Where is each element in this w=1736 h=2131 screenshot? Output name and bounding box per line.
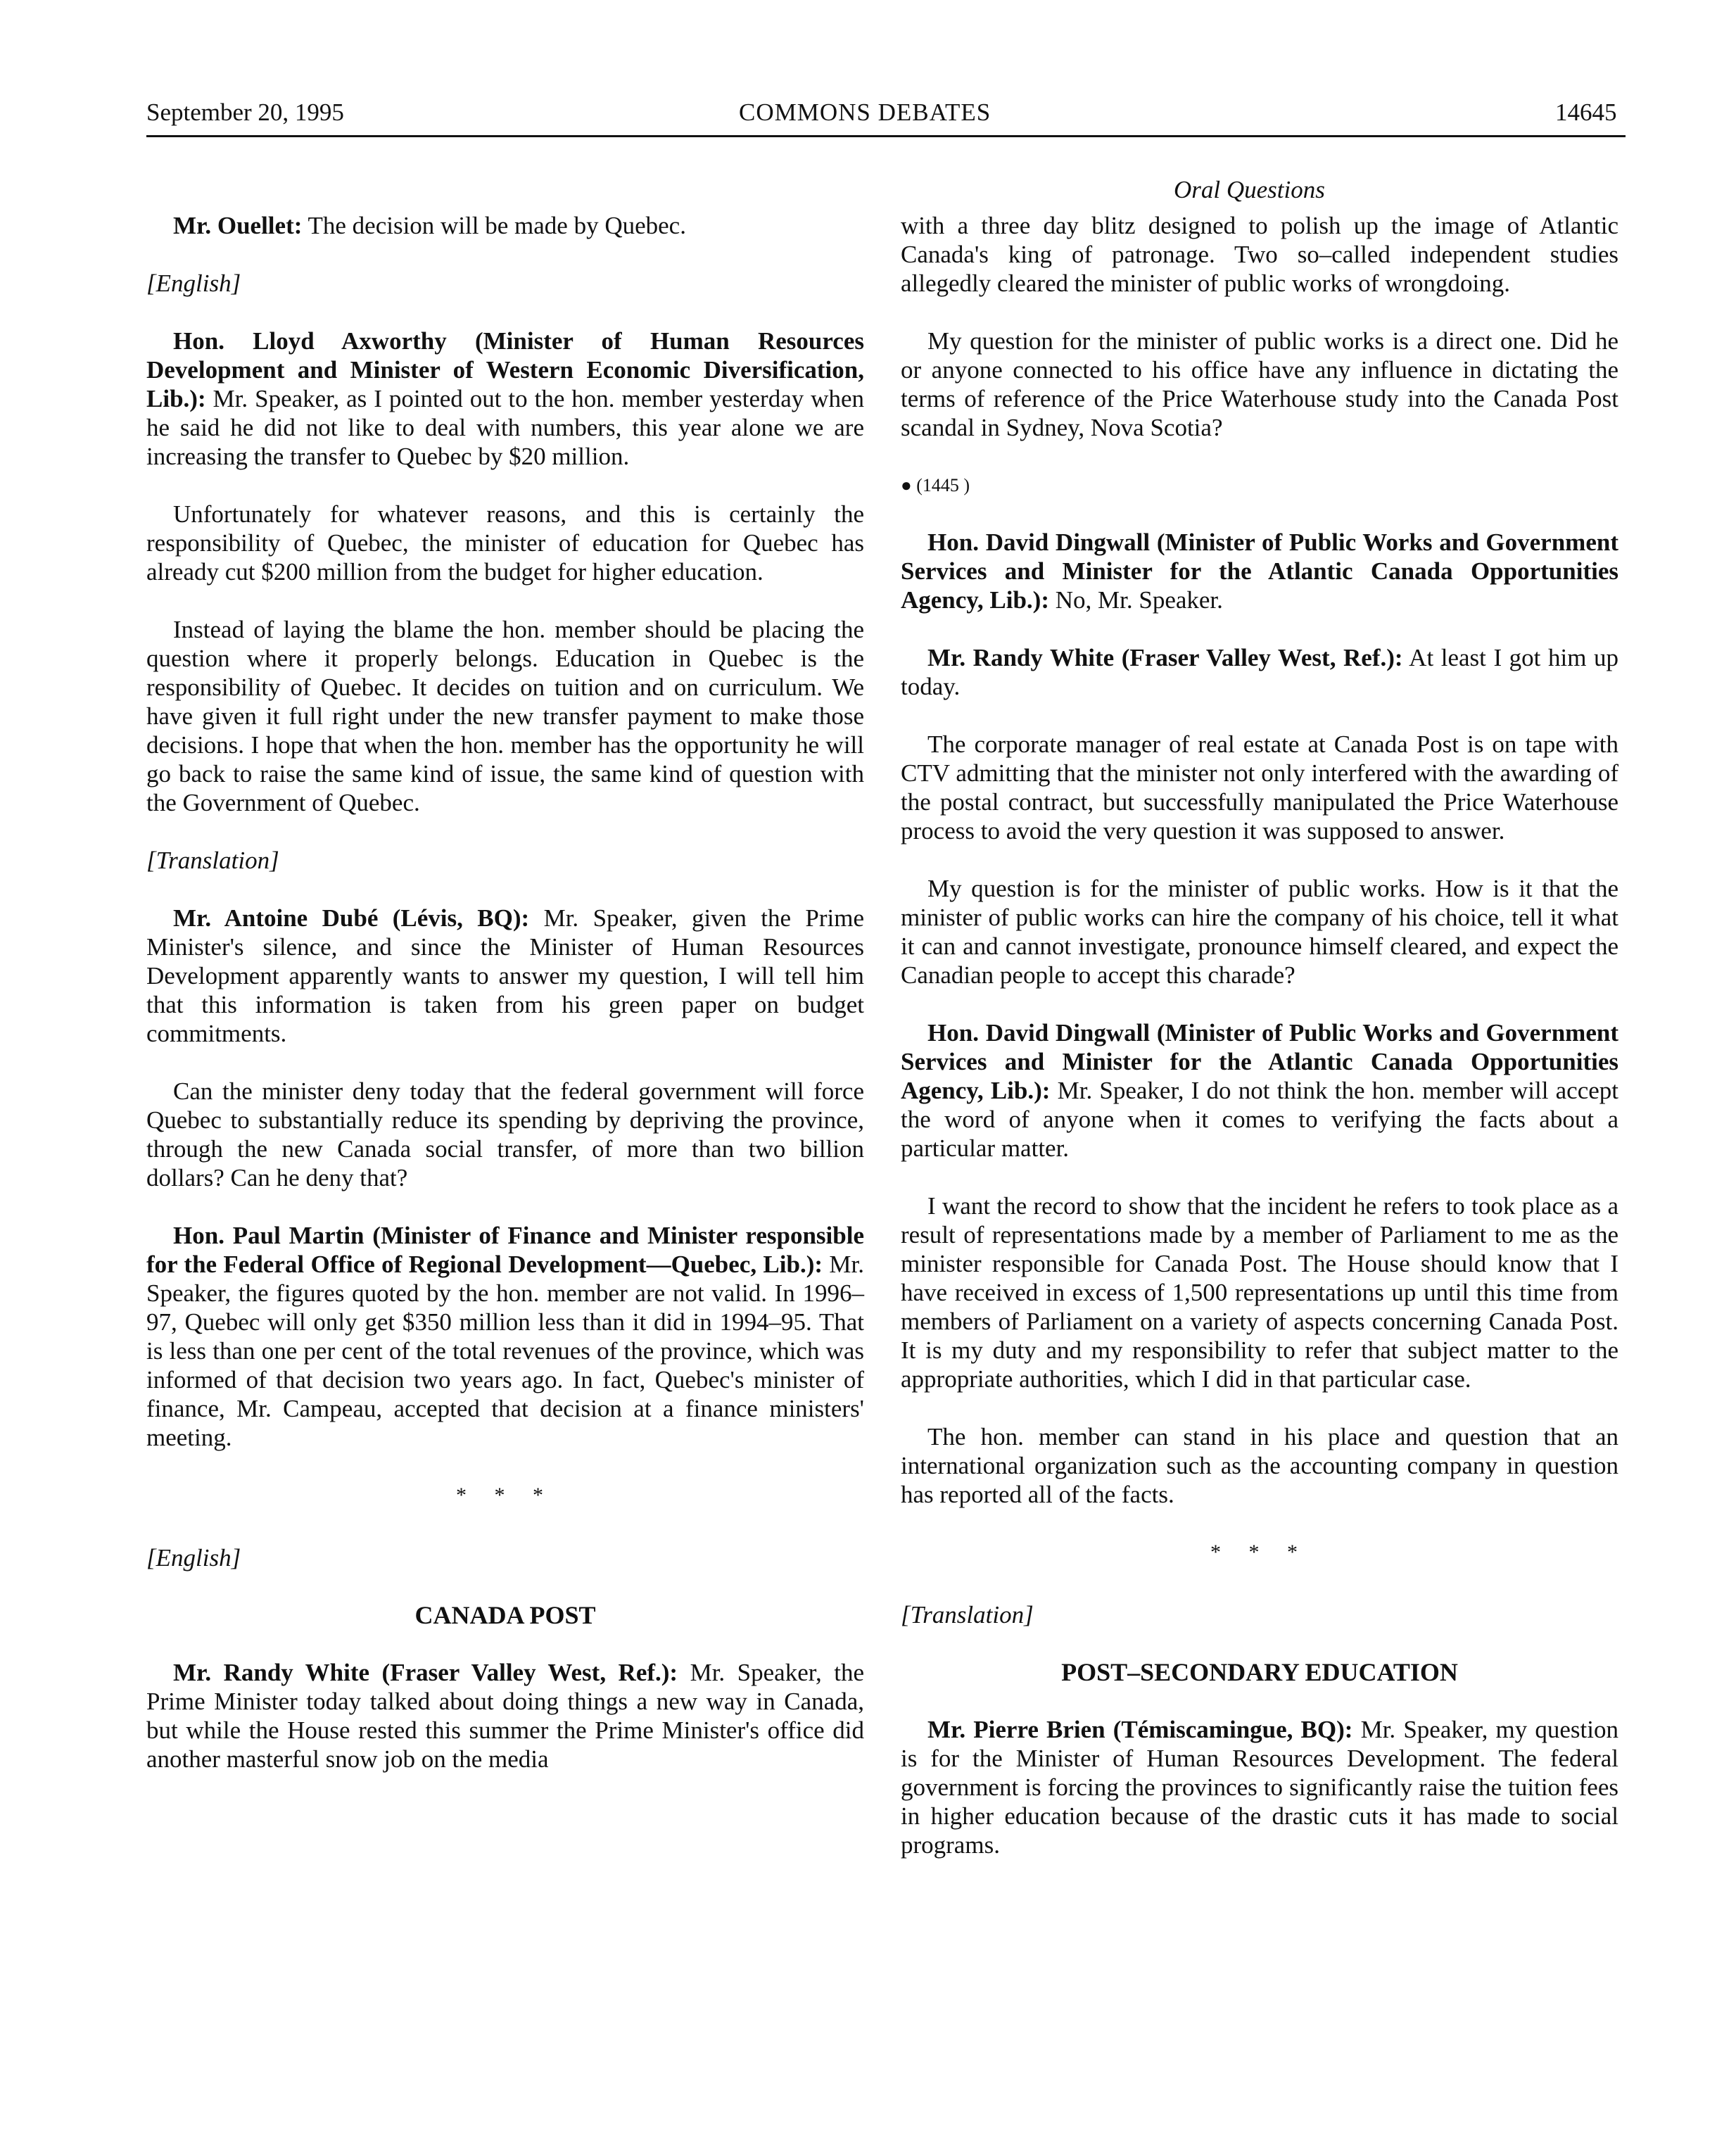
paragraph: Mr. Ouellet: The decision will be made by Quebec.: [173, 212, 686, 239]
paragraph: Mr. Randy White (Fraser Valley West, Ref.): At least I got him up today.: [901, 644, 1618, 700]
header-page-number: 14645: [1555, 99, 1617, 126]
language-tag: [Translation]: [901, 1601, 1034, 1629]
left-column: [146, 211, 864, 1802]
paragraph: Instead of laying the blame the hon. member should be placing the question where it properly belongs. Education in Quebec is the responsibility of Quebec. It decides on tuition and on curriculum. We have given it full right under the new transfer payment to make those decisions. I hope that when the hon. member has the opportunity he will go back to raise the same kind of issue, the same kind of question with the Government of Quebec.: [146, 616, 864, 816]
language-tag: [English]: [146, 270, 241, 297]
paragraph: The corporate manager of real estate at Canada Post is on tape with CTV admitting that the minister not only interfered with the awarding of the postal contract, but successfully manipulated the Price Waterhouse process to avoid the very question it was supposed to answer.: [901, 731, 1618, 845]
paragraph: I want the record to show that the incident he refers to took place as a result of representations made by a member of Parliament to me as the minister responsible for Canada Post. The House should know that I have received in excess of 1,500 representations up until this time from members of Parliament on a variety of aspects concerning Canada Post. It is my duty and my responsibility to refer that subject matter to the appropriate authorities, which I did in that particular case.: [901, 1192, 1618, 1393]
speaker-name: Mr. Pierre Brien (Témiscamingue, BQ):: [927, 1716, 1353, 1743]
paragraph: Mr. Antoine Dubé (Lévis, BQ): Mr. Speaker, given the Prime Minister's silence, and since the Minister of Human Resources Development apparently wants to answer my question, I will tell him that this information is taken from his green paper on budget commitments.: [146, 904, 864, 1047]
speaker-name: Hon. David Dingwall (Minister of Public Works and Government Services and Minister for the Atlantic Canada Opportunities Agency, Lib.):: [901, 529, 1618, 614]
section-separator: * * *: [1210, 1541, 1309, 1564]
paragraph: Mr. Randy White (Fraser Valley West, Ref.): Mr. Speaker, the Prime Minister today talked about doing things a new way in Canada, but while the House rested this summer the Prime Minister's office did another masterful snow job on the media: [146, 1659, 864, 1773]
section-label: Oral Questions: [1174, 176, 1325, 203]
paragraph: with a three day blitz designed to polish up the image of Atlantic Canada's king of patronage. Two so–called independent studies allegedly cleared the minister of public works of wrongdoing.: [901, 212, 1618, 297]
paragraph: Can the minister deny today that the federal government will force Quebec to substantially reduce its spending by depriving the province, through the new Canada social transfer, of more than two billion dollars? Can he deny that?: [146, 1077, 864, 1191]
paragraph: Unfortunately for whatever reasons, and this is certainly the responsibility of Quebec, the minister of education for Quebec has already cut $200 million from the budget for higher education.: [146, 500, 864, 586]
paragraph: Hon. David Dingwall (Minister of Public Works and Government Services and Minister for the Atlantic Canada Opportunities Agency, Lib.): Mr. Speaker, I do not think the hon. member will accept the word of anyone when it comes to verifying the facts about a particular matter.: [901, 1019, 1618, 1162]
speaker-name: Mr. Antoine Dubé (Lévis, BQ):: [173, 904, 530, 932]
right-column: [901, 211, 1618, 1888]
time-stamp: ● (1445 ): [901, 475, 970, 495]
speaker-name: Hon. Paul Martin (Minister of Finance and Minister responsible for the Federal Office of Regional Development—Quebec, Lib.):: [146, 1222, 864, 1278]
header-rule: [146, 135, 1626, 137]
language-tag: [Translation]: [146, 847, 279, 874]
paragraph: Mr. Pierre Brien (Témiscamingue, BQ): Mr. Speaker, my question is for the Minister of Human Resources Development. The federal government is forcing the provinces to significantly raise the tuition fees in higher education because of the drastic cuts it has made to social programs.: [901, 1716, 1618, 1859]
paragraph: Hon. Paul Martin (Minister of Finance and Minister responsible for the Federal Office of Regional Development—Quebec, Lib.): Mr. Speaker, the figures quoted by the hon. member are not valid. In 1996–97, Quebec will only get $350 million less than it did in 1994–95. That is less than one per cent of the total revenues of the province, which was informed of that decision two years ago. In fact, Quebec's minister of finance, Mr. Campeau, accepted that decision at a finance ministers' meeting.: [146, 1222, 864, 1451]
section-heading: CANADA POST: [414, 1601, 596, 1629]
paragraph: Hon. Lloyd Axworthy (Minister of Human Resources Development and Minister of Western Economic Diversification, Lib.): Mr. Speaker, as I pointed out to the hon. member yesterday when he said he did not like to deal with numbers, this year alone we are increasing the transfer to Quebec by $20 million.: [146, 327, 864, 470]
speaker-name: Hon. David Dingwall (Minister of Public Works and Government Services and Minister for the Atlantic Canada Opportunities Agency, Lib.):: [901, 1019, 1618, 1104]
paragraph: My question is for the minister of public works. How is it that the minister of public works can hire the company of his choice, tell it what it can and cannot investigate, pronounce himself cleared, and expect the Canadian people to accept this charade?: [901, 875, 1618, 989]
paragraph: Hon. David Dingwall (Minister of Public Works and Government Services and Minister for the Atlantic Canada Opportunities Agency, Lib.): No, Mr. Speaker.: [901, 529, 1618, 614]
speaker-name: Hon. Lloyd Axworthy (Minister of Human Resources Development and Minister of Western Economic Diversification, Lib.):: [146, 327, 864, 412]
paragraph: The hon. member can stand in his place and question that an international organization such as the accounting company in question has reported all of the facts.: [901, 1423, 1618, 1508]
paragraph: My question for the minister of public works is a direct one. Did he or anyone connected to his office have any influence in dictating the terms of reference of the Price Waterhouse study into the Canada Post scandal in Sydney, Nova Scotia?: [901, 327, 1618, 441]
speaker-name: Mr. Ouellet:: [173, 212, 303, 239]
section-separator: * * *: [456, 1484, 555, 1507]
section-heading: POST–SECONDARY EDUCATION: [1061, 1658, 1458, 1686]
header-date: September 20, 1995: [146, 99, 344, 126]
speaker-name: Mr. Randy White (Fraser Valley West, Ref.):: [927, 644, 1403, 671]
header-title: COMMONS DEBATES: [739, 99, 991, 126]
language-tag: [English]: [146, 1544, 241, 1572]
speaker-name: Mr. Randy White (Fraser Valley West, Ref.):: [173, 1659, 678, 1686]
